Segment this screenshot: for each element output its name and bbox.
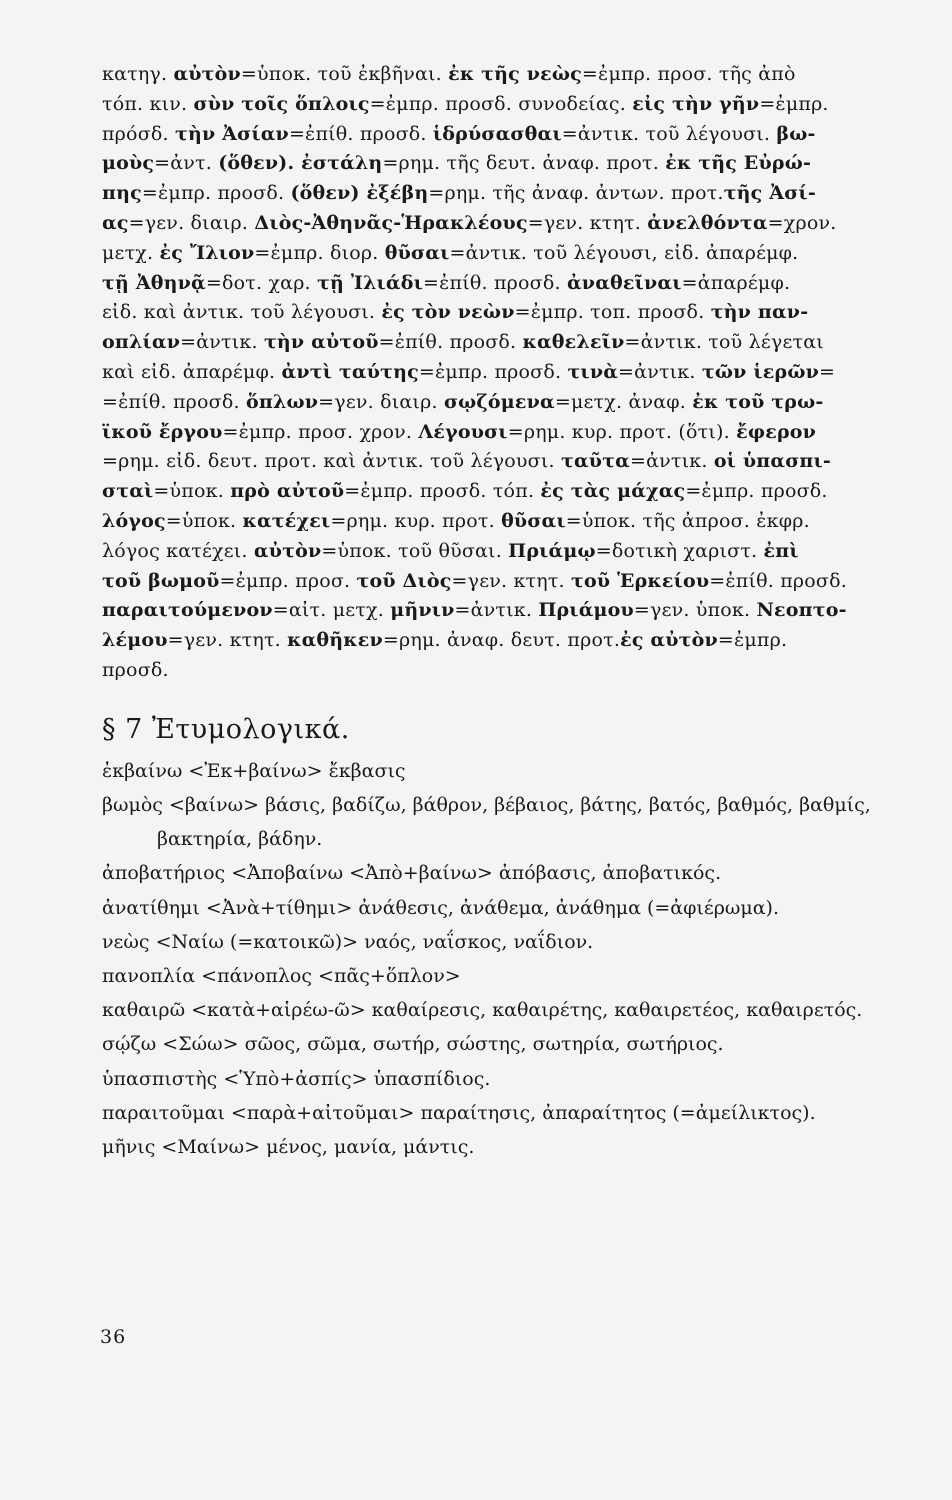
parsed-word: σταὶ <box>102 480 154 503</box>
parsing-note: =ὑποκ. τοῦ θῦσαι. <box>321 539 509 562</box>
etymology-entry: ὑπασπιστὴς <Ὑπὸ+ἀσπίς> ὑπασπίδιος. <box>102 1067 491 1090</box>
parsing-line <box>102 269 932 299</box>
parsing-line <box>102 567 932 597</box>
parsing-note: =ρημ. εἰδ. δευτ. προτ. καὶ ἀντικ. τοῦ λέγουσι. <box>102 450 561 473</box>
parsed-word: σῳζόμενα <box>443 390 555 413</box>
parsed-word: οπλίαν <box>102 331 181 354</box>
page-number: 36 <box>100 1326 127 1348</box>
parsing-note: καὶ εἰδ. ἀπαρέμφ. <box>102 360 282 383</box>
parsed-word: καθῆκεν <box>287 629 383 652</box>
parsing-note: =ρημ. κυρ. προτ. (ὅτι). <box>507 420 737 443</box>
parsing-note: =ἐμπρ. προσ. χρον. <box>222 420 419 443</box>
parsing-note: λόγος κατέχει. <box>102 539 254 562</box>
parsing-note: πρόσδ. <box>102 122 175 145</box>
parsed-word: ας <box>102 211 129 234</box>
parsed-word: τὴν Ἀσίαν <box>174 122 289 145</box>
parsing-note: =ὑποκ. <box>153 480 231 503</box>
parsed-word: ἀναθεῖναι <box>566 271 682 294</box>
parsed-word: ἐς τὰς μάχας <box>540 480 686 503</box>
parsing-note: =ἀντικ. <box>618 360 702 383</box>
parsed-word: (ὅθεν). ἐστάλη <box>218 152 383 175</box>
parsed-word: Νεοπτο- <box>756 599 847 622</box>
parsed-word: ϊκοῦ ἔργου <box>102 420 223 443</box>
parsing-note: =ἐπίθ. προσδ. <box>423 271 567 294</box>
parsing-note: =ἐμπρ. προσδ. <box>141 182 291 205</box>
etymology-entry: μῆνις <Μαίνω> μένος, μανία, μάντις. <box>102 1135 475 1158</box>
parsing-note: =ρημ. κυρ. προτ. <box>330 509 502 532</box>
parsing-line <box>102 447 932 477</box>
parsed-word: τινὰ <box>567 360 619 383</box>
section-title: § 7 Ἐτυμολογικά. <box>102 713 350 745</box>
parsing-note: =δοτικὴ χαριστ. <box>595 539 764 562</box>
parsed-word: θῦσαι <box>501 509 566 532</box>
parsed-word: ἀντὶ ταύτης <box>281 360 419 383</box>
parsing-line <box>102 179 932 209</box>
etymology-entry: σῴζω <Σώω> σῶος, σῶμα, σωτήρ, σώστης, σωτηρία, σωτήριος. <box>102 1033 724 1056</box>
parsing-line <box>102 388 932 418</box>
parsed-word: λέμου <box>102 629 168 652</box>
parsing-note: μετχ. <box>102 241 160 264</box>
parsing-note: =ἐπίθ. προσδ. <box>288 122 433 145</box>
parsed-word: ἐς τὸν νεὼν <box>381 301 515 324</box>
parsing-note: =ἀντικ. <box>454 599 539 622</box>
parsing-note: =ἐμπρ. τοπ. προσδ. <box>514 301 711 324</box>
parsing-line <box>102 149 932 179</box>
etymology-entry: νεὼς <Ναίω (=κατοικῶ)> ναός, ναΐσκος, ναΐδιον. <box>102 930 594 953</box>
parsing-note: =ἀντικ. τοῦ λέγουσι, εἰδ. ἀπαρέμφ. <box>449 241 799 264</box>
parsing-note: =γεν. κτητ. <box>451 569 572 592</box>
parsing-note: =ρημ. ἀναφ. δευτ. προτ. <box>382 629 621 652</box>
parsing-section <box>102 60 932 686</box>
parsing-note: =γεν. διαιρ. <box>318 390 444 413</box>
parsing-note: =γεν. κτητ. <box>167 629 288 652</box>
parsing-note: =ἀντ. <box>154 152 219 175</box>
parsed-word: τὴν αὐτοῦ <box>263 331 379 354</box>
parsed-word: (ὅθεν) ἐξέβη <box>290 182 429 205</box>
parsing-note: κατηγ. <box>102 63 174 85</box>
parsing-line <box>102 90 932 120</box>
parsed-word: ἐκ τῆς νεὼς <box>448 63 582 85</box>
parsed-word: πης <box>102 182 142 205</box>
parsing-note: τόπ. κιν. <box>102 92 194 115</box>
etymology-entry: ἀποβατήριος <Ἀποβαίνω <Ἀπὸ+βαίνω> ἀπόβασις, ἀποβατικός. <box>102 862 722 885</box>
parsed-word: ἀνελθόντα <box>647 211 768 234</box>
parsing-line <box>102 656 932 686</box>
parsed-word: ἐς αὐτὸν <box>620 629 718 652</box>
parsing-line <box>102 596 932 626</box>
parsing-note: =ἐπίθ. προσδ. <box>102 390 246 413</box>
parsing-note: =ἀντικ. τοῦ λέγεται <box>624 331 824 354</box>
parsing-note: =ἐπίθ. προσδ. <box>378 331 523 354</box>
parsed-word: ἐκ τῆς Εὐρώ- <box>665 152 812 175</box>
parsing-note: =ἐμπρ. <box>717 629 788 652</box>
parsed-word: ἐπὶ <box>763 539 799 562</box>
parsing-note: =δοτ. χαρ. <box>205 271 318 294</box>
parsed-word: τοῦ Ἑρκείου <box>571 569 710 592</box>
parsing-line <box>102 477 932 507</box>
parsed-word: τοῦ Διὸς <box>356 569 452 592</box>
parsed-word: τοῦ βωμοῦ <box>102 569 220 592</box>
parsed-word: τῇ Ἰλιάδι <box>317 271 424 294</box>
page <box>102 60 932 1164</box>
parsing-note: =ρημ. τῆς δευτ. ἀναφ. προτ. <box>382 152 666 175</box>
parsing-note: =ἐμπρ. προσ. τῆς ἀπὸ <box>581 63 796 85</box>
parsed-word: τῶν ἱερῶν <box>701 360 820 383</box>
parsed-word: μοὺς <box>102 152 155 175</box>
parsed-word: εἰς τὴν γῆν <box>632 92 760 115</box>
parsing-note: =ὑποκ. τῆς ἀπροσ. ἐκφρ. <box>565 509 810 532</box>
parsed-word: πρὸ αὐτοῦ <box>230 480 345 503</box>
parsed-word: ταῦτα <box>560 450 630 473</box>
parsed-word: ἐκ τοῦ τρω- <box>692 390 824 413</box>
parsing-line <box>102 358 932 388</box>
parsed-word: τῇ Ἀθηνᾷ <box>102 271 206 294</box>
parsing-note: =ἐμπρ. προσ. <box>219 569 357 592</box>
parsing-note: =χρον. <box>767 211 837 234</box>
parsed-word: αὐτὸν <box>173 63 241 85</box>
parsing-note: =ἐπίθ. προσδ. <box>709 569 847 592</box>
parsing-note: =γεν. διαιρ. <box>128 211 255 234</box>
parsing-note: =γεν. ὑποκ. <box>633 599 757 622</box>
parsed-word: ἱδρύσασθαι <box>432 122 562 145</box>
parsing-note: =ἀπαρέμφ. <box>681 271 791 294</box>
parsing-line <box>102 626 932 656</box>
parsed-word: Διὸς-Ἀθηνᾶς-Ἡρακλέους <box>254 211 528 234</box>
parsing-note: εἰδ. καὶ ἀντικ. τοῦ λέγουσι. <box>102 301 382 324</box>
parsing-note: =ὑποκ. τοῦ ἐκβῆναι. <box>240 63 449 85</box>
parsed-word: ἔφερον <box>736 420 817 443</box>
parsing-note: =ἐμπρ. προσδ. <box>418 360 568 383</box>
parsing-line <box>102 418 932 448</box>
parsing-note: =ἐμπρ. προσδ. τόπ. <box>344 480 541 503</box>
parsed-word: σὺν τοῖς ὅπλοις <box>193 92 370 115</box>
parsed-word: τῆς Ἀσί- <box>723 182 816 205</box>
parsed-word: ἐς Ἴλιον <box>159 241 255 264</box>
parsing-line <box>102 537 932 567</box>
parsed-word: τὴν παν- <box>710 301 809 324</box>
parsing-note: =μετχ. ἀναφ. <box>554 390 693 413</box>
parsing-line <box>102 239 932 269</box>
parsing-note: =ἀντικ. <box>180 331 264 354</box>
parsed-word: Πριάμου <box>538 599 634 622</box>
parsing-note: =ρημ. τῆς ἀναφ. ἀντων. προτ. <box>428 182 724 205</box>
etymology-entry: καθαιρῶ <κατὰ+αἱρέω-ῶ> καθαίρεσις, καθαιρέτης, καθαιρετέος, καθαιρετός. <box>102 999 863 1022</box>
parsing-note: =ἐμπρ. <box>759 92 829 115</box>
etymology-entry: πανοπλία <πάνοπλος <πᾶς+ὅπλον> <box>102 964 461 987</box>
etymology-entry: βωμὸς <βαίνω> βάσις, βαδίζω, βάθρον, βέβαιος, βάτης, βατός, βαθμός, βαθμίς, βακτηρία, βάδην. <box>102 793 871 851</box>
etymology-entry: ἀνατίθημι <Ἀνὰ+τίθημι> ἀνάθεσις, ἀνάθεμα, ἀνάθημα (=ἀφιέρωμα). <box>102 896 780 919</box>
parsing-note: =ἐμπρ. προσδ. συνοδείας. <box>369 92 633 115</box>
parsing-line <box>102 120 932 150</box>
parsing-line <box>102 328 932 358</box>
parsing-line <box>102 507 932 537</box>
parsing-note: =ἀντικ. <box>629 450 714 473</box>
parsed-word: θῦσαι <box>384 241 450 264</box>
parsing-note: προσδ. <box>102 658 169 681</box>
parsing-note: =γεν. κτητ. <box>527 211 648 234</box>
etymology-list <box>102 754 932 1164</box>
etymology-entry: παραιτοῦμαι <παρὰ+αἰτοῦμαι> παραίτησις, ἀπαραίτητος (=ἀμείλικτος). <box>102 1101 816 1124</box>
parsing-note: =ἀντικ. τοῦ λέγουσι. <box>561 122 777 145</box>
parsing-line <box>102 298 932 328</box>
parsed-word: καθελεῖν <box>522 331 625 354</box>
etymology-entry: ἐκβαίνω <Ἐκ+βαίνω> ἔκβασις <box>102 759 406 782</box>
parsing-note: =αἰτ. μετχ. <box>272 599 391 622</box>
parsed-word: ὅπλων <box>245 390 319 413</box>
parsed-word: Πριάμῳ <box>508 539 596 562</box>
parsed-word: αὐτὸν <box>253 539 322 562</box>
parsed-word: λόγος <box>102 509 166 532</box>
parsed-word: οἱ ὑπασπι- <box>713 450 831 473</box>
parsed-word: μῆνιν <box>390 599 455 622</box>
parsing-note: = <box>819 360 836 383</box>
parsed-word: παραιτούμενον <box>102 599 273 622</box>
parsed-word: βω- <box>776 122 816 145</box>
parsing-line <box>102 60 932 90</box>
parsing-note: =ὑποκ. <box>165 509 243 532</box>
parsed-word: κατέχει <box>242 509 331 532</box>
parsed-word: Λέγουσι <box>418 420 508 443</box>
parsing-note: =ἐμπρ. διορ. <box>254 241 385 264</box>
parsing-note: =ἐμπρ. προσδ. <box>685 480 828 503</box>
parsing-line <box>102 209 932 239</box>
